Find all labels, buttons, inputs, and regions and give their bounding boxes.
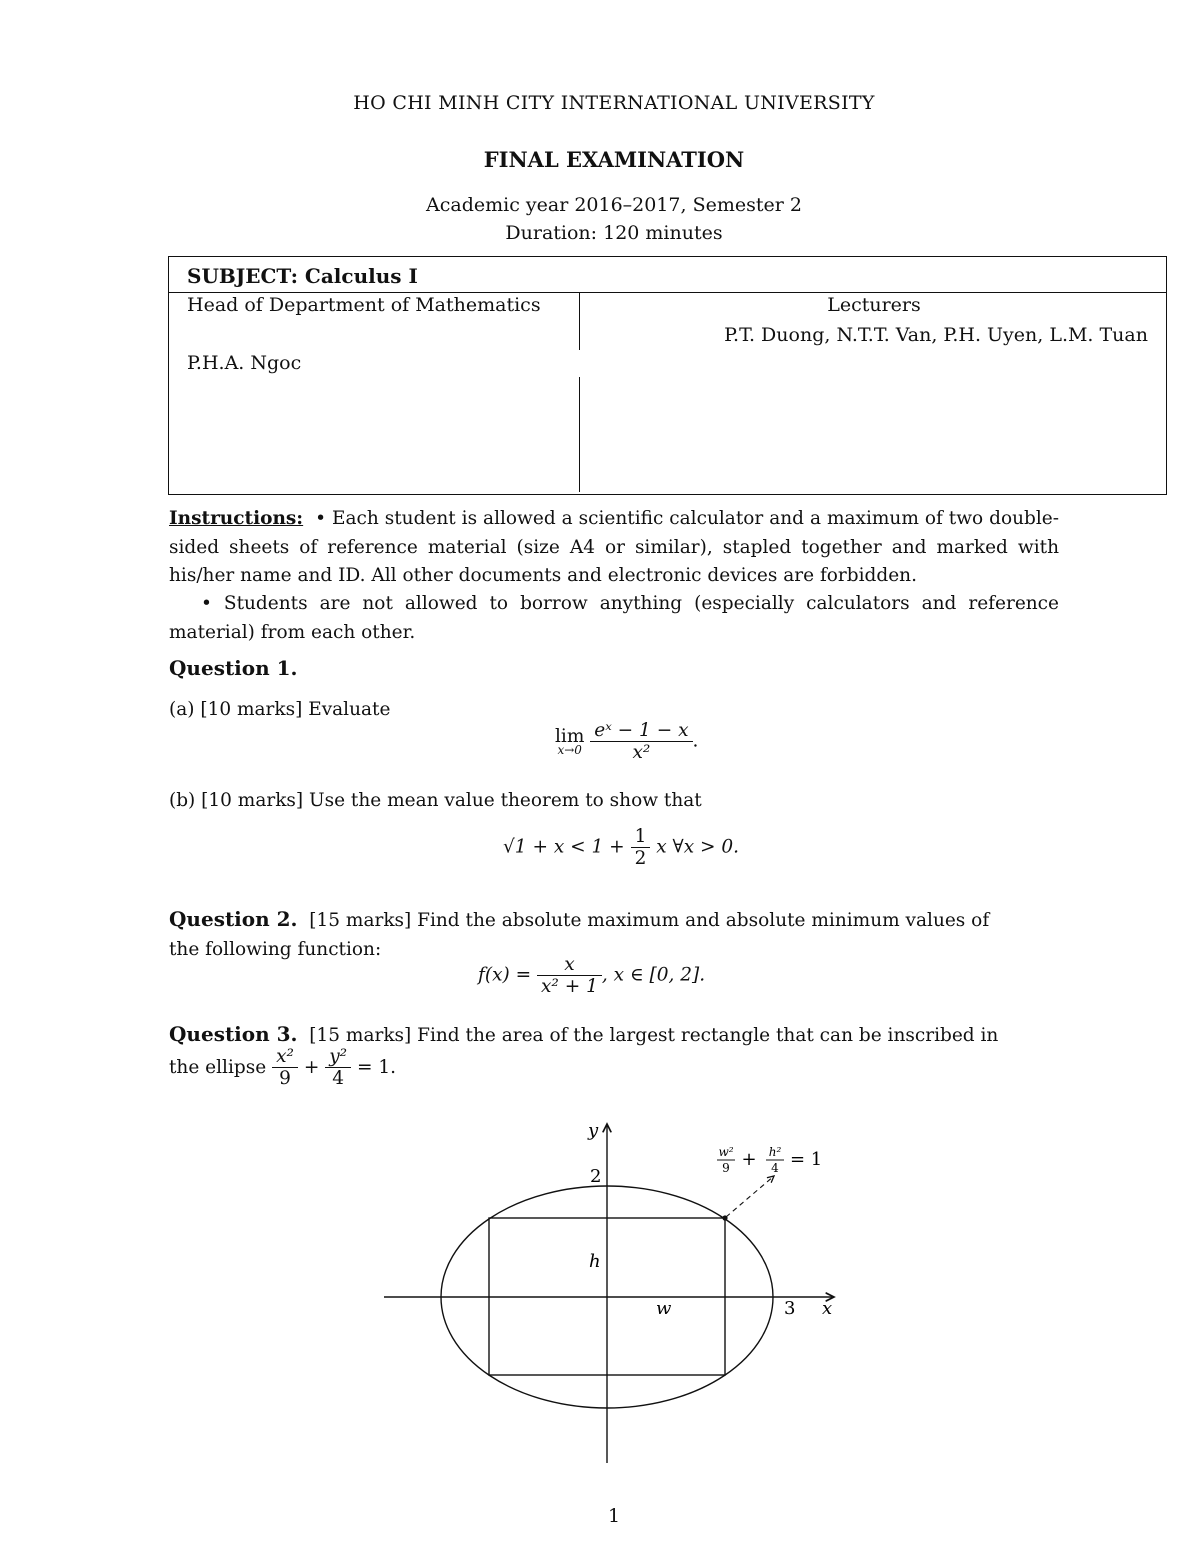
ellipse-equals: = 1. xyxy=(356,1057,397,1078)
question-2-text: [15 marks] Find the absolute maximum and absolute minimum values of xyxy=(309,910,990,931)
height-label: h xyxy=(589,1251,601,1272)
question-1a-text: (a) [10 marks] Evaluate xyxy=(169,699,391,720)
limit-denominator: x² xyxy=(632,742,651,763)
divider xyxy=(579,377,580,492)
instructions-bullet-1 xyxy=(169,505,1059,591)
eq-numerator-h: h² xyxy=(768,1145,782,1159)
question-3-title: Question 3. xyxy=(169,1022,298,1046)
lecturers-names: P.T. Duong, N.T.T. Van, P.H. Uyen, L.M. Tuan xyxy=(724,324,1148,346)
duration: Duration: 120 minutes xyxy=(505,222,723,244)
function-expression xyxy=(478,954,705,997)
question-3-line-2 xyxy=(169,1046,396,1089)
inequality-right: x ∀x > 0. xyxy=(656,836,740,858)
ellipse-fraction-x xyxy=(272,1046,298,1089)
x-axis-label: x xyxy=(822,1298,833,1319)
x-intercept-label: 3 xyxy=(784,1298,796,1319)
eq-plus: + xyxy=(741,1149,757,1170)
inequality-numerator: 1 xyxy=(631,826,651,848)
function-fraction xyxy=(537,954,602,997)
eq-denominator-9: 9 xyxy=(722,1161,730,1175)
subject-label: SUBJECT: Calculus I xyxy=(187,264,418,288)
question-3 xyxy=(169,1022,1059,1046)
head-of-department-name: P.H.A. Ngoc xyxy=(187,352,302,374)
ellipse-numerator-x: x² xyxy=(272,1046,298,1068)
inequality-denominator: 2 xyxy=(634,848,647,869)
function-numerator: x xyxy=(537,954,602,976)
page-number: 1 xyxy=(607,1505,621,1527)
ellipse-denominator-x: 9 xyxy=(279,1068,291,1089)
question-2-text-2: the following function: xyxy=(169,939,382,960)
function-denominator: x² + 1 xyxy=(541,976,598,997)
info-box xyxy=(168,256,1167,495)
ellipse-numerator-y: y² xyxy=(325,1046,351,1068)
function-right: , x ∈ [0, 2]. xyxy=(601,964,706,986)
limit-end: . xyxy=(692,730,699,752)
limit-subscript: x→0 xyxy=(557,743,582,757)
divider xyxy=(169,292,1166,293)
university-name: HO CHI MINH CITY INTERNATIONAL UNIVERSITY xyxy=(353,92,875,114)
limit-operator: lim xyxy=(555,726,585,747)
instructions-label: Instructions: xyxy=(169,508,304,529)
limit-fraction xyxy=(590,720,692,763)
eq-denominator-4: 4 xyxy=(771,1161,779,1175)
inequality-fraction xyxy=(631,826,651,869)
ellipse-plus: + xyxy=(303,1057,320,1078)
inequality-left: √1 + x < 1 + xyxy=(503,836,625,858)
limit-expression xyxy=(555,720,698,763)
ellipse-figure xyxy=(370,1110,850,1470)
academic-year: Academic year 2016–2017, Semester 2 xyxy=(426,194,802,216)
eq-numerator-w: w² xyxy=(718,1145,734,1159)
question-3-text: [15 marks] Find the area of the largest rectangle that can be inscribed in xyxy=(309,1025,999,1046)
inequality-expression xyxy=(503,826,739,869)
question-1-title: Question 1. xyxy=(169,656,298,680)
function-left: f(x) = xyxy=(478,964,532,986)
width-label: w xyxy=(656,1298,672,1319)
ellipse-fraction-y xyxy=(325,1046,351,1089)
instructions-text-1: • Each student is allowed a scientific calculator and a maximum of two double-sided sheets of reference material (size A4 or similar), stapled together and marked with his/her name and ID. All other documents and electronic devices are forbidden. xyxy=(169,508,1059,586)
y-intercept-label: 2 xyxy=(590,1166,602,1187)
exam-title: FINAL EXAMINATION xyxy=(483,147,745,172)
limit-numerator: eˣ − 1 − x xyxy=(590,720,692,742)
instructions-bullet-2: • Students are not allowed to borrow anything (especially calculators and reference material) from each other. xyxy=(169,593,1059,643)
head-of-department-label: Head of Department of Mathematics xyxy=(187,294,541,316)
lecturers-label: Lecturers xyxy=(827,294,921,316)
ellipse-denominator-y: 4 xyxy=(332,1068,345,1089)
y-axis-label: y xyxy=(588,1120,599,1141)
eq-equals-one: = 1 xyxy=(790,1149,823,1170)
question-2-title: Question 2. xyxy=(169,907,298,931)
dashed-pointer xyxy=(726,1176,774,1217)
question-1b-text: (b) [10 marks] Use the mean value theorem to show that xyxy=(169,790,702,811)
question-3-text-2: the ellipse xyxy=(169,1057,267,1078)
